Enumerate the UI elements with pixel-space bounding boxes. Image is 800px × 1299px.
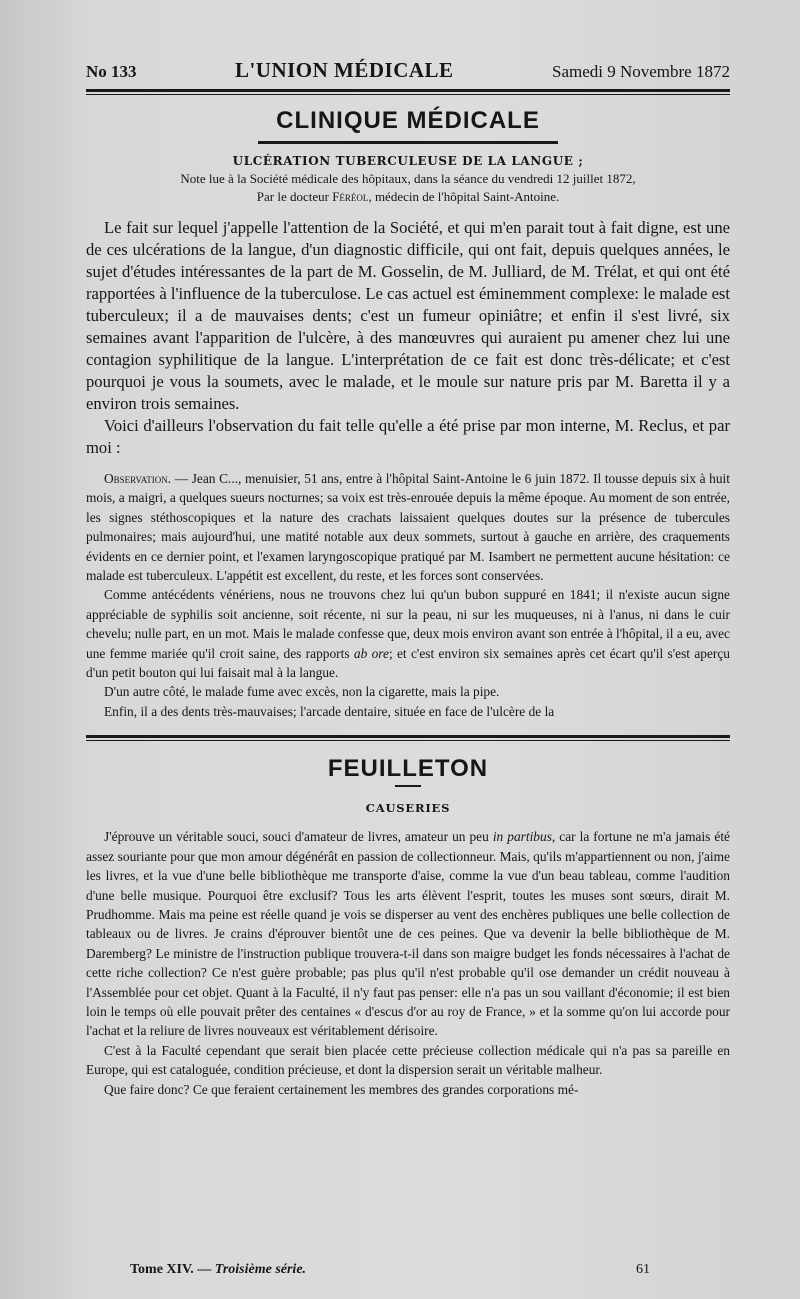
feuilleton-title-rule	[395, 785, 421, 787]
paragraph-text: J'éprouve un véritable souci, souci d'amateur de livres, amateur un peu	[104, 829, 493, 845]
issue-number: No 133	[86, 62, 137, 81]
article-subtitle: ULCÉRATION TUBERCULEUSE DE LA LANGUE ;	[232, 154, 584, 168]
paragraph: D'un autre côté, le malade fume avec excès, non la cigarette, mais la pipe.	[104, 684, 500, 700]
feuilleton-rule	[86, 735, 730, 741]
article-byline	[86, 189, 730, 205]
paragraph-text: ; et c'est environ six semaines après cet écart qu'il s'est aperçu d'un petit bouton qui lui faisait mal à la langue.	[86, 645, 730, 681]
feuilleton-subtitle: CAUSERIES	[365, 801, 451, 816]
paragraph-text: , car la fortune ne m'a jamais été assez souriante pour que mon amour dégénérât en passion de collectionneur. Mais, qu'ils m'appartiennent ou non, j'aime les livres, et la vue d'une belle bibliothèque me transporte d'aise, comme la vue d'un beau tableau, comme l'audition d'une belle musique. Pourquoi être exclusif? Tous les arts élèvent l'esprit, toutes les muses sont sœurs, dirait M. Prudhomme. Mais ma peine est réelle quand je vois se disperser au vent des enchères publiques une belle collection de tableaux ou de livres. Je crains d'éprouver bientôt une de ces peines. Que va devenir la belle bibliothèque de M. Daremberg? Le ministre de l'instruction publique trouvera-t-il dans son maigre budget les fonds nécessaires à l'achat de cette riche collection? Ce n'est guère probable; pas plus qu'il n'est probable qu'il ose demander un crédit nouveau à l'Assemblée pour cet objet. Quant à la Faculté, il n'y faut pas penser: elle n'a pas un sou vaillant d'économie; il est bien loin le temps où elle pouvait prêter des centaines « d'escus d'or au roy de France, » et la somme qu'on lui accorde pour l'achat et la reliure de livres nouveaux est véritablement dérisoire.	[86, 829, 730, 1039]
latin-phrase: in partibus	[492, 829, 552, 845]
byline-prefix: Par le docteur	[256, 189, 333, 204]
observation-text: — Jean C..., menuisier, 51 ans, entre à l'hôpital Saint-Antoine le 6 juin 1872. Il tousse depuis six à huit mois, a maigri, a quelques sueurs nocturnes; sa voix est très-enrouée depuis la même époque. Au moment de son entrée, les signes stéthoscopiques et la nature des crachats laissaient quelques doutes sur la présence de tubercules pulmonaires; mais aujourd'hui, une matité notable aux deux sommets, surtout à gauche en arrière, des craquements évidents en ce dernier point, et l'examen laryngoscopique pratiqué par M. Isambert ne permettent aucune hésitation: ce malade est tuberculeux. L'appétit est excellent, du reste, et les forces sont conservées.	[86, 471, 730, 584]
section-title-rule	[258, 141, 558, 144]
paragraph: Voici d'ailleurs l'observation du fait telle qu'elle a été prise par mon interne, M. Reclus, et par moi :	[86, 416, 730, 457]
paragraph	[86, 827, 730, 1040]
paragraph: Enfin, il a des dents très-mauvaises; l'arcade dentaire, située en face de l'ulcère de la	[104, 703, 555, 719]
paragraph: Que faire donc? Ce que feraient certainement les membres des grandes corporations mé-	[104, 1081, 579, 1097]
latin-phrase: ab ore	[353, 645, 389, 661]
paragraph-text: Comme antécédents vénériens, nous ne trouvons chez lui qu'un bubon suppuré en 1841; il n'existe aucun signe appréciable de syphilis soit ancienne, soit récente, ni sur la peau, ni sur les muqueuses, ni à l'anus, ni dans le cuir chevelu; nulle part, en un mot. Mais le malade confesse que, deux mois environ avant son entrée à l'hôpital, il a eu, avec une femme mariée qu'il croit saine, des rapports	[86, 587, 730, 661]
issue-date: Samedi 9 Novembre 1872	[551, 62, 730, 81]
header-rule	[86, 89, 730, 95]
article-note: Note lue à la Société médicale des hôpitaux, dans la séance du vendredi 12 juillet 1872,	[180, 171, 636, 186]
article-observation	[86, 469, 730, 721]
paragraph: Le fait sur lequel j'appelle l'attention de la Société, et qui m'en parait tout à fait digne, est une de ces ulcérations de la langue, d'un diagnostic difficile, qui ont fait, depuis quelques années, le sujet d'études intéressantes de la part de M. Gosselin, de M. Julliard, de M. Trélat, et qui ont été rapportées à l'influence de la tuberculose. Le cas actuel est éminemment complexe: le malade est tuberculeux; il a de mauvaises dents; c'est un fumeur opiniâtre; et enfin il s'est livré, six semaines avant l'apparition de l'ulcère, à des manœuvres qui auraient pu amener chez lui une contagion syphilitique de la langue. L'interprétation de ce fait est donc très-délicate; et c'est pourquoi je vous la soumets, avec le malade, et le moule sur nature pris par M. Baretta il y a environ trois semaines.	[86, 218, 730, 413]
article-intro	[86, 217, 730, 459]
byline-suffix: , médecin de l'hôpital Saint-Antoine.	[368, 189, 560, 204]
paragraph: C'est à la Faculté cependant que serait bien placée cette précieuse collection médicale qui n'a pas sa pareille en Europe, qui est cataloguée, condition précieuse, et dont la dispersion serait un véritable malheur.	[86, 1042, 730, 1078]
page-footer	[130, 1262, 650, 1278]
page-number: 61	[636, 1262, 650, 1277]
byline-author: Féréol	[332, 189, 369, 204]
observation-label: Observation.	[104, 471, 172, 486]
volume-info	[130, 1262, 306, 1278]
volume-label: Tome XIV. —	[130, 1262, 212, 1277]
series-label: Troisième série.	[214, 1262, 307, 1277]
section-title: CLINIQUE MÉDICALE	[276, 107, 540, 134]
paragraph	[86, 585, 730, 682]
observation-paragraph	[86, 469, 730, 585]
journal-title: L'UNION MÉDICALE	[234, 58, 454, 82]
running-head	[86, 58, 730, 83]
feuilleton-title: FEUILLETON	[327, 755, 489, 783]
feuilleton-body	[86, 827, 730, 1099]
